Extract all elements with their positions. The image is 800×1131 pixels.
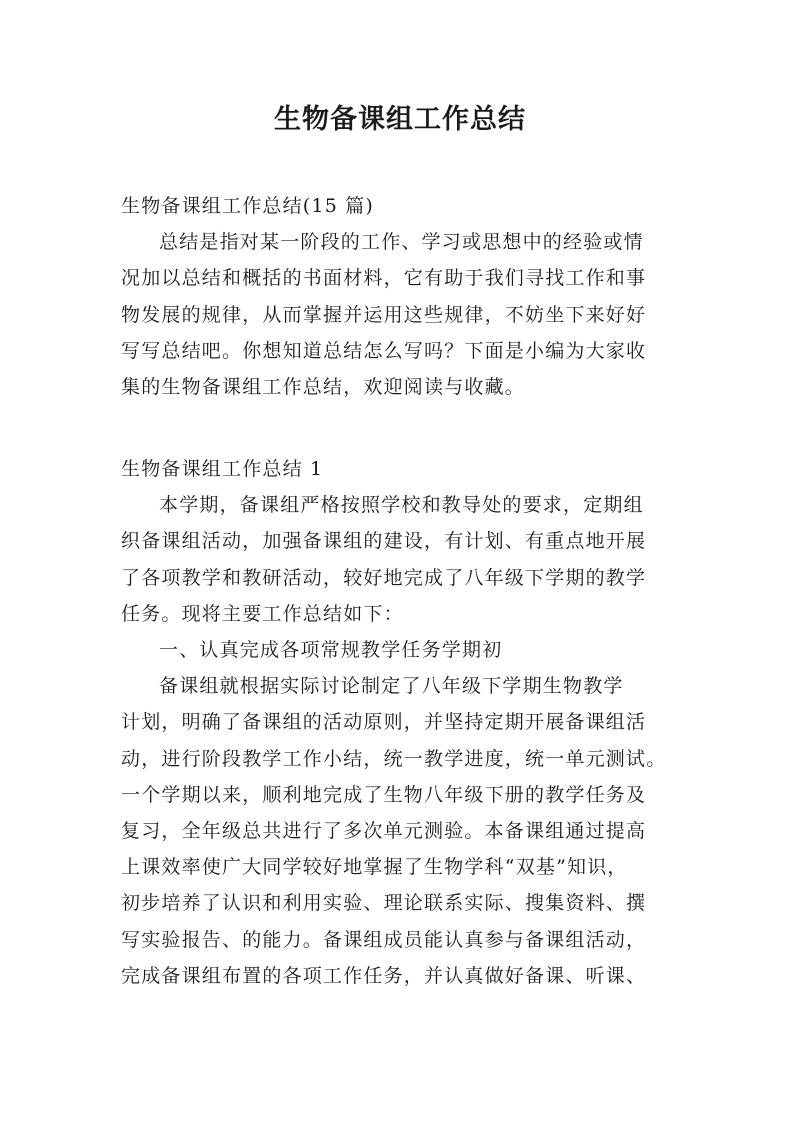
paragraph-line: 复习，全年级总共进行了多次单元测验。本备课组通过提高: [121, 820, 647, 843]
section-subheading: 一、认真完成各项常规教学任务学期初: [159, 639, 503, 662]
paragraph-line: 动，进行阶段教学工作小结，统一教学进度，统一单元测试。: [121, 747, 667, 770]
paragraph-line: 写写总结吧。你想知道总结怎么写吗？下面是小编为大家收: [121, 339, 647, 362]
section-heading: 生物备课组工作总结 1: [121, 458, 324, 480]
paragraph-line: 写实验报告、的能力。备课组成员能认真参与备课组活动，: [121, 928, 647, 951]
paragraph-line: 初步培养了认识和利用实验、理论联系实际、搜集资料、撰: [121, 892, 647, 915]
paragraph-line: 备课组就根据实际讨论制定了八年级下学期生物教学: [159, 675, 624, 698]
intro-heading: 生物备课组工作总结(15 篇): [121, 195, 375, 217]
section-1: [121, 451, 683, 994]
paragraph-line: 一个学期以来，顺利地完成了生物八年级下册的教学任务及: [121, 783, 647, 806]
paragraph-line: 了各项教学和教研活动，较好地完成了八年级下学期的教学: [121, 566, 647, 589]
section-paragraph-2: [121, 668, 683, 994]
document-title: 生物备课组工作总结: [274, 104, 526, 135]
paragraph-line: 物发展的规律，从而掌握并运用这些规律，不妨坐下来好好: [121, 303, 647, 326]
paragraph-line: 织备课组活动，加强备课组的建设，有计划、有重点地开展: [121, 530, 647, 553]
intro-section: [121, 188, 683, 405]
paragraph-line: 总结是指对某一阶段的工作、学习或思想中的经验或情: [159, 231, 644, 254]
paragraph-line: 计划，明确了备课组的活动原则，并坚持定期开展备课组活: [121, 711, 647, 734]
paragraph-line: 上课效率使广大同学较好地掌握了生物学科“双基”知识，: [121, 856, 628, 879]
paragraph-line: 况加以总结和概括的书面材料，它有助于我们寻找工作和事: [121, 267, 647, 290]
paragraph-line: 完成备课组布置的各项工作任务，并认真做好备课、听课、: [121, 964, 647, 987]
paragraph-line: 集的生物备课组工作总结，欢迎阅读与收藏。: [121, 376, 526, 399]
section-paragraph-1: [121, 487, 683, 632]
paragraph-line: 本学期，备课组严格按照学校和教导处的要求，定期组: [159, 494, 644, 517]
paragraph-line: 任务。现将主要工作总结如下：: [121, 602, 404, 625]
intro-paragraph: [121, 224, 683, 405]
